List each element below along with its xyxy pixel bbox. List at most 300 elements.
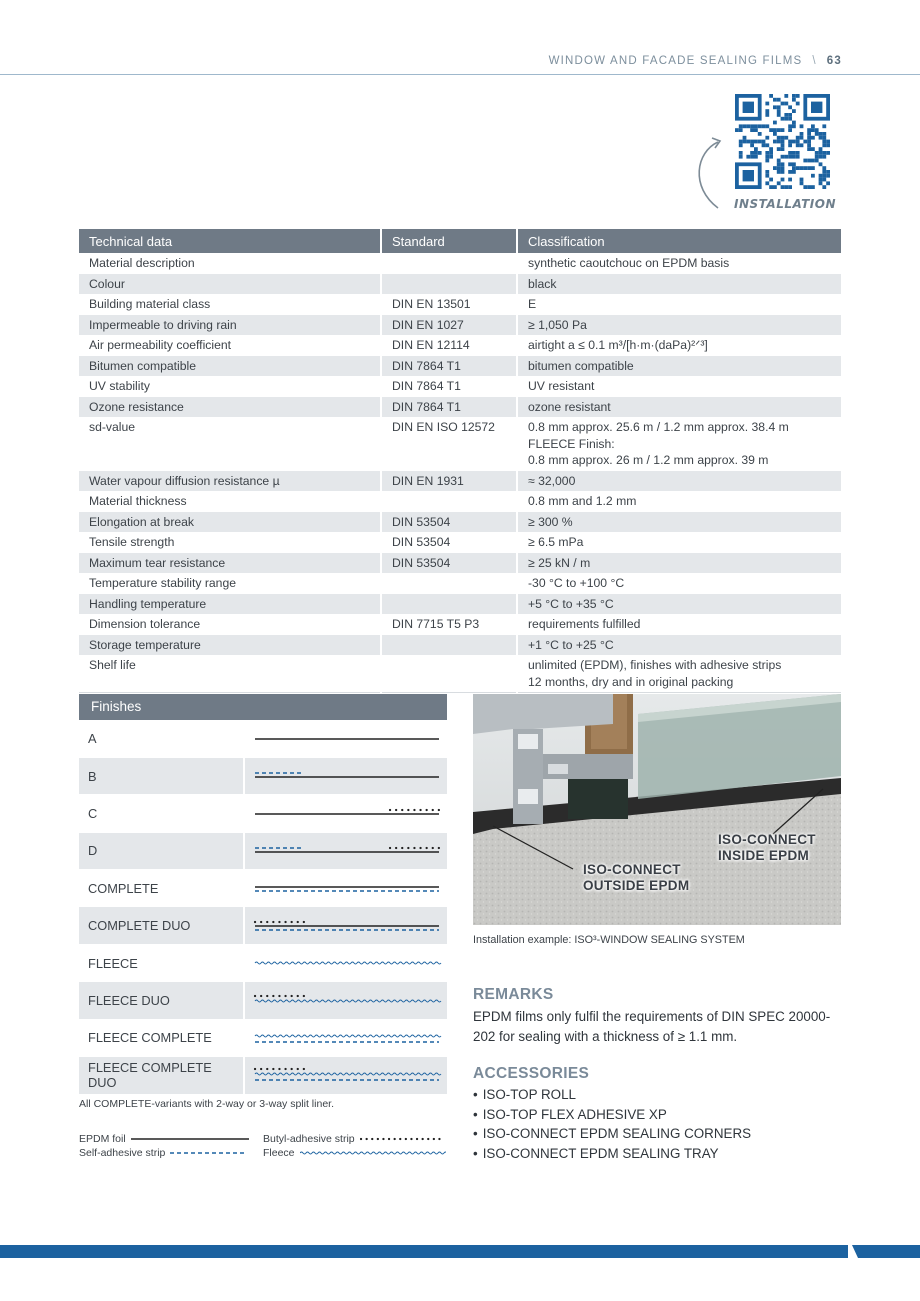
qr-module bbox=[777, 113, 781, 117]
qr-module bbox=[777, 159, 781, 163]
qr-module bbox=[777, 170, 781, 174]
qr-module bbox=[796, 166, 800, 170]
footer-bar bbox=[0, 1245, 920, 1258]
qr-module bbox=[765, 136, 769, 140]
qr-module bbox=[773, 166, 777, 170]
qr-module bbox=[765, 109, 769, 113]
qr-module bbox=[746, 140, 750, 144]
cell-parameter: Ozone resistance bbox=[79, 397, 381, 418]
label-outside-line2: OUTSIDE EPDM bbox=[583, 878, 690, 893]
cell-parameter: Water vapour diffusion resistance µ bbox=[79, 471, 381, 492]
accessories-list bbox=[473, 1085, 751, 1163]
qr-module bbox=[826, 174, 830, 178]
qr-module bbox=[796, 155, 800, 159]
table-row bbox=[79, 417, 841, 471]
label-outside-line1: ISO-CONNECT bbox=[583, 862, 681, 877]
cell-parameter: Colour bbox=[79, 274, 381, 295]
cell-standard bbox=[381, 274, 517, 295]
cell-classification: ozone resistant bbox=[517, 397, 841, 418]
cell-standard bbox=[381, 594, 517, 615]
qr-module bbox=[784, 136, 788, 140]
qr-module bbox=[807, 143, 811, 147]
table-row bbox=[79, 274, 841, 295]
cell-parameter: Handling temperature bbox=[79, 594, 381, 615]
qr-module bbox=[807, 140, 811, 144]
cell-classification bbox=[517, 655, 841, 693]
qr-module bbox=[758, 140, 762, 144]
qr-module bbox=[788, 124, 792, 128]
qr-module bbox=[826, 140, 830, 144]
cell-classification: bitumen compatible bbox=[517, 356, 841, 377]
qr-module bbox=[769, 151, 773, 155]
qr-module bbox=[784, 117, 788, 121]
qr-module bbox=[765, 102, 769, 106]
qr-module bbox=[807, 166, 811, 170]
qr-module bbox=[781, 143, 785, 147]
finish-symbol bbox=[244, 1057, 447, 1094]
qr-module bbox=[826, 170, 830, 174]
cell-parameter: Building material class bbox=[79, 294, 381, 315]
accessory-item: • ISO-TOP ROLL bbox=[473, 1085, 751, 1105]
cell-standard bbox=[381, 635, 517, 656]
qr-module bbox=[765, 124, 769, 128]
cell-standard: DIN 7864 T1 bbox=[381, 376, 517, 397]
qr-module bbox=[781, 102, 785, 106]
qr-module bbox=[803, 140, 807, 144]
qr-module bbox=[765, 113, 769, 117]
qr-module bbox=[796, 151, 800, 155]
col-header-standard: Standard bbox=[381, 229, 517, 253]
qr-module bbox=[815, 132, 819, 136]
sd-line: 0.8 mm approx. 26 m / 1.2 mm approx. 39 m bbox=[528, 453, 769, 467]
finish-row bbox=[79, 832, 447, 869]
accessory-item: • ISO-CONNECT EPDM SEALING CORNERS bbox=[473, 1124, 751, 1144]
qr-module bbox=[822, 185, 826, 189]
finish-line-icon bbox=[245, 982, 447, 1018]
qr-module bbox=[750, 143, 754, 147]
qr-module bbox=[784, 113, 788, 117]
finish-line-icon bbox=[245, 1020, 447, 1056]
finish-row bbox=[79, 944, 447, 981]
qr-module bbox=[781, 136, 785, 140]
qr-module bbox=[792, 94, 796, 98]
cell-parameter: Tensile strength bbox=[79, 532, 381, 553]
finish-row bbox=[79, 1057, 447, 1094]
qr-module bbox=[781, 147, 785, 151]
qr-module bbox=[765, 181, 769, 185]
cell-classification: ≥ 1,050 Pa bbox=[517, 315, 841, 336]
qr-module bbox=[788, 113, 792, 117]
legend-butyl-label: Butyl-adhesive strip bbox=[263, 1133, 355, 1145]
qr-module bbox=[796, 143, 800, 147]
qr-module bbox=[807, 132, 811, 136]
qr-module bbox=[807, 128, 811, 132]
qr-module bbox=[769, 178, 773, 182]
header-title: WINDOW AND FACADE SEALING FILMS bbox=[548, 55, 803, 67]
qr-module bbox=[739, 124, 743, 128]
table-row bbox=[79, 376, 841, 397]
finish-label: D bbox=[79, 832, 244, 869]
qr-module bbox=[815, 128, 819, 132]
legend-self-adhesive-label: Self-adhesive strip bbox=[79, 1147, 166, 1159]
qr-module bbox=[803, 166, 807, 170]
solid-line-icon bbox=[131, 1135, 249, 1143]
qr-module bbox=[811, 166, 815, 170]
qr-module bbox=[777, 105, 781, 109]
sd-line: 0.8 mm approx. 25.6 m / 1.2 mm approx. 38.4 m bbox=[528, 420, 789, 434]
accessories-heading: ACCESSORIES bbox=[473, 1065, 590, 1082]
finish-label: FLEECE DUO bbox=[79, 982, 244, 1019]
qr-module bbox=[765, 159, 769, 163]
qr-module bbox=[796, 94, 800, 98]
qr-module bbox=[739, 155, 743, 159]
qr-label: INSTALLATION bbox=[734, 197, 837, 211]
finish-label: COMPLETE DUO bbox=[79, 907, 244, 944]
cell-standard: DIN EN ISO 12572 bbox=[381, 417, 517, 471]
qr-module bbox=[758, 151, 762, 155]
cell-parameter: UV stability bbox=[79, 376, 381, 397]
cell-classification: ≥ 300 % bbox=[517, 512, 841, 533]
cell-parameter: Air permeability coefficient bbox=[79, 335, 381, 356]
qr-module bbox=[765, 143, 769, 147]
table-row bbox=[79, 553, 841, 574]
finish-label: FLEECE bbox=[79, 944, 244, 981]
qr-module bbox=[765, 170, 769, 174]
cell-parameter: Bitumen compatible bbox=[79, 356, 381, 377]
table-row bbox=[79, 491, 841, 512]
qr-module bbox=[800, 178, 804, 182]
cell-standard: DIN 7864 T1 bbox=[381, 356, 517, 377]
cell-parameter: Storage temperature bbox=[79, 635, 381, 656]
qr-module bbox=[788, 178, 792, 182]
qr-module bbox=[743, 124, 747, 128]
qr-module bbox=[819, 162, 823, 166]
cell-standard: DIN EN 1027 bbox=[381, 315, 517, 336]
qr-module bbox=[822, 174, 826, 178]
finish-symbol bbox=[244, 907, 447, 944]
qr-module bbox=[819, 136, 823, 140]
qr-module bbox=[762, 140, 766, 144]
finish-symbol bbox=[244, 1019, 447, 1056]
qr-module bbox=[788, 162, 792, 166]
qr-module bbox=[769, 147, 773, 151]
table-row bbox=[79, 573, 841, 594]
finish-line-icon bbox=[245, 945, 447, 981]
qr-module bbox=[807, 159, 811, 163]
finish-label: COMPLETE bbox=[79, 870, 244, 907]
qr-module bbox=[781, 162, 785, 166]
photo-caption: Installation example: ISO³-WINDOW SEALING SYSTEM bbox=[473, 934, 745, 946]
finish-row bbox=[79, 870, 447, 907]
qr-module bbox=[792, 140, 796, 144]
cell-classification: E bbox=[528, 297, 537, 311]
cell-standard: DIN 53504 bbox=[381, 553, 517, 574]
cell-classification: ≥ 25 kN / m bbox=[517, 553, 841, 574]
qr-module bbox=[796, 102, 800, 106]
qr-module bbox=[822, 155, 826, 159]
qr-module bbox=[754, 151, 758, 155]
qr-module bbox=[773, 132, 777, 136]
legend-fleece-label: Fleece bbox=[263, 1147, 295, 1159]
qr-section bbox=[690, 92, 840, 217]
col-header-technical-data: Technical data bbox=[79, 229, 381, 253]
qr-module bbox=[822, 124, 826, 128]
qr-module bbox=[781, 185, 785, 189]
qr-module bbox=[781, 117, 785, 121]
finish-line-icon bbox=[245, 908, 447, 944]
installation-photo bbox=[473, 694, 841, 925]
qr-finder bbox=[811, 102, 822, 113]
qr-module bbox=[758, 132, 762, 136]
qr-module bbox=[819, 132, 823, 136]
qr-module bbox=[777, 128, 781, 132]
header-separator: \ bbox=[812, 55, 817, 67]
shelf-line: unlimited (EPDM), finishes with adhesive strips bbox=[528, 658, 782, 672]
dashed-line-icon bbox=[170, 1149, 244, 1157]
finish-symbol bbox=[244, 720, 447, 757]
qr-module bbox=[769, 94, 773, 98]
cell-standard: DIN EN 13501 bbox=[381, 294, 517, 315]
finish-label: B bbox=[79, 757, 244, 794]
cell-classification bbox=[517, 417, 841, 471]
qr-module bbox=[754, 147, 758, 151]
remarks-text: EPDM films only fulfil the requirements of DIN SPEC 20000-202 for sealing with a thickness of ≥ 1.1 mm. bbox=[473, 1009, 831, 1044]
qr-module bbox=[788, 105, 792, 109]
qr-module bbox=[750, 128, 754, 132]
dotted-line-icon bbox=[360, 1135, 444, 1143]
qr-module bbox=[788, 117, 792, 121]
qr-module bbox=[811, 136, 815, 140]
qr-module bbox=[807, 185, 811, 189]
cell-classification: synthetic caoutchouc on EPDM basis bbox=[528, 256, 730, 270]
qr-module bbox=[815, 155, 819, 159]
cell-parameter: Material description bbox=[79, 253, 381, 274]
qr-module bbox=[811, 147, 815, 151]
table-row bbox=[79, 532, 841, 553]
legend-epdm-label: EPDM foil bbox=[79, 1133, 126, 1145]
cell-classification: black bbox=[517, 274, 841, 295]
qr-code[interactable] bbox=[735, 94, 830, 189]
qr-module bbox=[819, 155, 823, 159]
qr-module bbox=[822, 143, 826, 147]
legend-self-adhesive bbox=[79, 1147, 244, 1159]
table-row bbox=[79, 253, 841, 274]
sd-line: FLEECE Finish: bbox=[528, 436, 615, 451]
qr-module bbox=[822, 170, 826, 174]
finish-line-icon bbox=[245, 1057, 447, 1093]
qr-module bbox=[765, 155, 769, 159]
finish-row bbox=[79, 907, 447, 944]
finish-symbol bbox=[244, 982, 447, 1019]
cell-classification: ≈ 32,000 bbox=[517, 471, 841, 492]
finish-label: A bbox=[79, 720, 244, 757]
qr-module bbox=[822, 140, 826, 144]
cell-classification: ≥ 6.5 mPa bbox=[528, 535, 584, 549]
qr-module bbox=[754, 140, 758, 144]
qr-module bbox=[792, 170, 796, 174]
qr-module bbox=[800, 166, 804, 170]
label-inside-line1: ISO-CONNECT bbox=[718, 832, 816, 847]
qr-module bbox=[803, 159, 807, 163]
qr-module bbox=[811, 185, 815, 189]
table-row bbox=[79, 594, 841, 615]
qr-module bbox=[773, 98, 777, 102]
qr-module bbox=[769, 155, 773, 159]
shelf-line: 12 months, dry and in original packing bbox=[528, 674, 734, 689]
finish-line-icon bbox=[245, 795, 447, 831]
qr-module bbox=[807, 147, 811, 151]
finish-label: FLEECE COMPLETE bbox=[79, 1019, 244, 1056]
qr-module bbox=[822, 166, 826, 170]
label-outside-epdm bbox=[583, 862, 689, 894]
table-row bbox=[79, 512, 841, 533]
qr-module bbox=[811, 128, 815, 132]
label-inside-epdm bbox=[718, 832, 816, 864]
fleece-line bbox=[255, 1000, 441, 1002]
qr-module bbox=[739, 128, 743, 132]
qr-module bbox=[773, 128, 777, 132]
cell-classification: 0.8 mm and 1.2 mm bbox=[528, 494, 637, 508]
cell-parameter: Temperature stability range bbox=[79, 573, 381, 594]
wavy-line-icon bbox=[300, 1149, 446, 1157]
accessory-item: • ISO-CONNECT EPDM SEALING TRAY bbox=[473, 1144, 751, 1164]
fleece-line bbox=[255, 1073, 441, 1075]
qr-module bbox=[750, 151, 754, 155]
cell-standard bbox=[381, 491, 517, 512]
finish-row bbox=[79, 795, 447, 832]
fleece-line bbox=[255, 962, 441, 964]
qr-module bbox=[811, 124, 815, 128]
finish-symbol bbox=[244, 944, 447, 981]
qr-module bbox=[811, 159, 815, 163]
cell-standard: DIN 7715 T5 P3 bbox=[381, 614, 517, 635]
table-row bbox=[79, 315, 841, 336]
qr-module bbox=[822, 178, 826, 182]
qr-module bbox=[739, 140, 743, 144]
qr-module bbox=[754, 155, 758, 159]
table-row bbox=[79, 635, 841, 656]
qr-module bbox=[792, 98, 796, 102]
cell-parameter: Shelf life bbox=[79, 655, 381, 693]
running-header bbox=[549, 55, 842, 67]
qr-module bbox=[788, 185, 792, 189]
qr-module bbox=[750, 155, 754, 159]
qr-module bbox=[762, 143, 766, 147]
qr-module bbox=[822, 136, 826, 140]
qr-module bbox=[819, 147, 823, 151]
cell-classification: +5 °C to +35 °C bbox=[517, 594, 841, 615]
qr-module bbox=[758, 124, 762, 128]
finish-line-icon bbox=[245, 870, 447, 906]
qr-module bbox=[781, 140, 785, 144]
finish-line-icon bbox=[245, 833, 447, 869]
qr-module bbox=[773, 185, 777, 189]
finishes-title: Finishes bbox=[79, 694, 447, 720]
qr-module bbox=[781, 170, 785, 174]
cell-standard: DIN EN 1931 bbox=[381, 471, 517, 492]
qr-module bbox=[781, 128, 785, 132]
curved-arrow-icon bbox=[690, 132, 730, 212]
qr-module bbox=[788, 170, 792, 174]
qr-module bbox=[746, 124, 750, 128]
qr-module bbox=[796, 140, 800, 144]
qr-module bbox=[750, 124, 754, 128]
finish-label: FLEECE COMPLETE DUO bbox=[79, 1057, 244, 1094]
cell-standard: DIN 53504 bbox=[381, 532, 517, 553]
qr-module bbox=[777, 136, 781, 140]
qr-module bbox=[777, 109, 781, 113]
cell-standard bbox=[381, 573, 517, 594]
qr-module bbox=[788, 151, 792, 155]
qr-module bbox=[773, 121, 777, 125]
qr-module bbox=[788, 143, 792, 147]
qr-module bbox=[765, 174, 769, 178]
label-inside-line2: INSIDE EPDM bbox=[718, 848, 810, 863]
table-row bbox=[79, 294, 841, 315]
qr-module bbox=[777, 166, 781, 170]
qr-module bbox=[784, 94, 788, 98]
cell-standard: DIN 53504 bbox=[381, 512, 517, 533]
qr-module bbox=[743, 140, 747, 144]
qr-module bbox=[800, 132, 804, 136]
qr-module bbox=[811, 174, 815, 178]
cell-parameter: sd-value bbox=[79, 417, 381, 471]
qr-module bbox=[792, 124, 796, 128]
qr-module bbox=[754, 124, 758, 128]
qr-module bbox=[792, 162, 796, 166]
finish-label: C bbox=[79, 795, 244, 832]
table-row bbox=[79, 356, 841, 377]
table-row bbox=[79, 655, 841, 693]
remarks-heading: REMARKS bbox=[473, 986, 554, 1003]
cell-parameter: Maximum tear resistance bbox=[79, 553, 381, 574]
qr-module bbox=[746, 155, 750, 159]
cell-standard: DIN 7864 T1 bbox=[381, 397, 517, 418]
qr-module bbox=[822, 151, 826, 155]
qr-module bbox=[826, 151, 830, 155]
qr-module bbox=[788, 155, 792, 159]
qr-module bbox=[735, 128, 739, 132]
qr-module bbox=[815, 151, 819, 155]
qr-module bbox=[815, 159, 819, 163]
finish-line-icon bbox=[245, 721, 447, 757]
qr-module bbox=[792, 109, 796, 113]
qr-module bbox=[769, 185, 773, 189]
qr-module bbox=[800, 124, 804, 128]
cell-classification: requirements fulfilled bbox=[528, 617, 641, 631]
finishes-table bbox=[79, 694, 447, 1094]
qr-module bbox=[777, 162, 781, 166]
header-rule bbox=[0, 74, 920, 75]
qr-module bbox=[819, 178, 823, 182]
cell-parameter: Elongation at break bbox=[79, 512, 381, 533]
cell-standard: DIN EN 12114 bbox=[381, 335, 517, 356]
qr-module bbox=[788, 140, 792, 144]
qr-module bbox=[819, 174, 823, 178]
cell-parameter: Impermeable to driving rain bbox=[79, 315, 381, 336]
qr-module bbox=[796, 136, 800, 140]
qr-module bbox=[800, 143, 804, 147]
qr-module bbox=[784, 102, 788, 106]
qr-module bbox=[826, 143, 830, 147]
technical-data-table bbox=[79, 229, 841, 693]
qr-module bbox=[792, 155, 796, 159]
qr-finder bbox=[743, 170, 754, 181]
cell-classification: UV resistant bbox=[528, 379, 595, 393]
accessory-item: • ISO-TOP FLEX ADHESIVE XP bbox=[473, 1105, 751, 1125]
finish-symbol bbox=[244, 757, 447, 794]
legend-epdm bbox=[79, 1133, 249, 1145]
